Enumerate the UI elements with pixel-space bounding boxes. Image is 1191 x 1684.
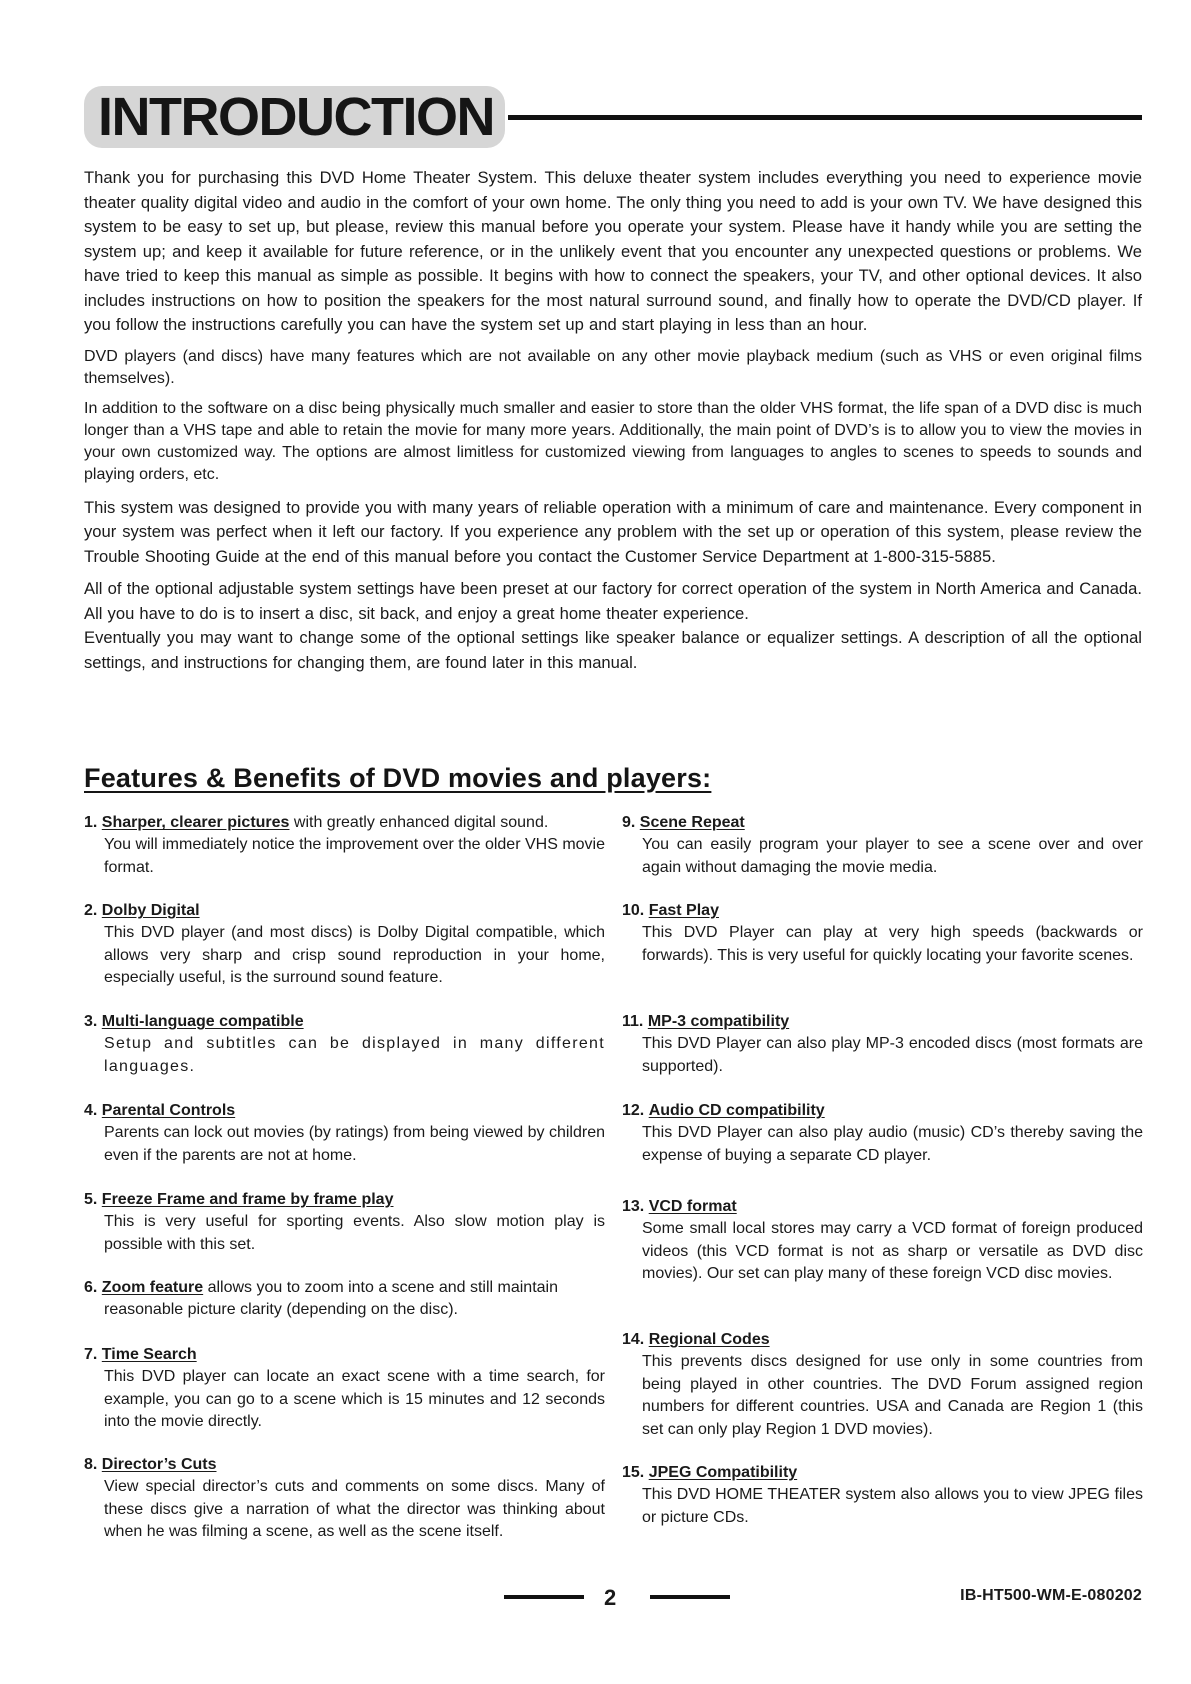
feature-title: Regional Codes	[648, 1331, 770, 1348]
title-rule	[508, 115, 1142, 120]
page-title: INTRODUCTION	[98, 87, 494, 147]
feature-description: This DVD Player can play at very high speeds (backwards or forwards). This is very useful for quickly locating your favorite scenes.	[642, 924, 1143, 964]
feature-description: This DVD player can locate an exact scene with a time search, for example, you can go to a scene which is 15 minutes and 12 seconds into the movie directly.	[104, 1368, 605, 1431]
feature-item	[622, 900, 1143, 967]
feature-item	[84, 900, 605, 990]
feature-description: Some small local stores may carry a VCD format of foreign produced videos (this VCD format is not as sharp or versatile as DVD disc movies). Our set can play many of these foreign VCD disc movies.	[642, 1220, 1143, 1283]
intro-paragraph-6: Eventually you may want to change some of the optional settings like speaker balance or equalizer settings. A description of all the optional settings, and instructions for changing them, are found later in this manual.	[84, 628, 1142, 672]
feature-number: 7.	[84, 1346, 98, 1363]
feature-title: VCD format	[648, 1198, 737, 1215]
feature-title: Audio CD compatibility	[648, 1102, 825, 1119]
feature-title: Zoom feature	[101, 1279, 204, 1296]
intro-paragraph-1: Thank you for purchasing this DVD Home Theater System. This deluxe theater system includes everything you need to experience movie theater quality digital video and audio in the comfort of your own home. The only thing you need to add is your own TV. We have designed this system to be easy to set up, but please, review this manual before you operate your system. Please have it handy while you are setting the system up; and keep it available for future reference, or in the unlikely event that you encounter any unexpected questions or problems. We have tried to keep this manual as simple as possible. It begins with how to connect the speakers, your TV, and other optional devices. It also includes instructions on how to position the speakers for the most natural surround sound, and finally how to operate the DVD/CD player. If you follow the instructions carefully you can have the system set up and start playing in less than an hour.	[84, 168, 1142, 334]
intro-paragraph-4: This system was designed to provide you with many years of reliable operation with a minimum of care and maintenance. Every component in your system was perfect when it left our factory. If you experience any problem with the set up or operation of this system, please review the Trouble Shooting Guide at the end of this manual before you contact the Customer Service Department at 1-800-315-5885.	[84, 497, 1142, 566]
feature-item	[622, 1011, 1143, 1078]
feature-description: You can easily program your player to see a scene over and over again without damaging the movie media.	[642, 836, 1143, 876]
intro-paragraph-3: In addition to the software on a disc being physically much smaller and easier to store than the older VHS format, the life span of a DVD disc is much longer than a VHS tape and able to retain the movie for many more years. Additionally, the main point of DVD’s is to allow you to view the movies in your own customized way. The options are almost limitless for customized viewing from languages to angles to scenes to speeds to sounds and playing orders, etc.	[84, 399, 1142, 483]
feature-number: 2.	[84, 902, 98, 919]
feature-number: 14.	[622, 1331, 645, 1348]
document-code: IB-HT500-WM-E-080202	[960, 1587, 1142, 1604]
feature-item	[622, 812, 1143, 879]
page-header	[84, 86, 1142, 148]
features-heading: Features & Benefits of DVD movies and players:	[84, 763, 712, 793]
feature-description: This DVD Player can also play MP-3 encoded discs (most formats are supported).	[642, 1035, 1143, 1075]
feature-item	[84, 1100, 605, 1167]
feature-description: Parents can lock out movies (by ratings) from being viewed by children even if the parents are not at home.	[104, 1124, 605, 1164]
feature-title: Parental Controls	[101, 1102, 236, 1119]
feature-description: This DVD Player can also play audio (music) CD’s thereby saving the expense of buying a separate CD player.	[642, 1124, 1143, 1164]
feature-title: MP-3 compatibility	[647, 1013, 790, 1030]
feature-inline-text: allows you to zoom into a scene and still maintain	[203, 1279, 558, 1296]
feature-item	[84, 1454, 605, 1544]
feature-description: View special director’s cuts and comments on some discs. Many of these discs give a narration of what the director was thinking about when he was filming a scene, as well as the scene itself.	[104, 1478, 605, 1541]
feature-item	[84, 1277, 605, 1322]
footer-rule-left	[504, 1595, 584, 1599]
feature-item	[622, 1329, 1143, 1441]
feature-item	[84, 1011, 605, 1078]
page-footer	[0, 1585, 1191, 1615]
feature-description: Setup and subtitles can be displayed in many different languages.	[104, 1035, 605, 1075]
feature-inline-text: with greatly enhanced digital sound.	[289, 814, 549, 831]
feature-item	[622, 1462, 1143, 1529]
feature-description: reasonable picture clarity (depending on the disc).	[104, 1301, 458, 1319]
feature-title: Multi-language compatible	[101, 1013, 304, 1030]
feature-title: Time Search	[101, 1346, 197, 1363]
feature-item	[84, 812, 605, 879]
feature-item	[84, 1344, 605, 1434]
feature-title: JPEG Compatibility	[648, 1464, 798, 1481]
intro-paragraph-5: All of the optional adjustable system settings have been preset at our factory for correct operation of the system in North America and Canada. All you have to do is to insert a disc, sit back, and enjoy a great home theater experience.	[84, 579, 1142, 623]
feature-number: 15.	[622, 1464, 645, 1481]
feature-description: You will immediately notice the improvement over the older VHS movie format.	[104, 836, 605, 876]
intro-paragraph-2: DVD players (and discs) have many features which are not available on any other movie playback medium (such as VHS or even original films themselves).	[84, 347, 1142, 387]
feature-number: 11.	[622, 1013, 644, 1030]
feature-number: 10.	[622, 902, 645, 919]
footer-rule-right	[650, 1595, 730, 1599]
feature-number: 9.	[622, 814, 636, 831]
feature-number: 12.	[622, 1102, 645, 1119]
feature-number: 5.	[84, 1191, 98, 1208]
feature-number: 3.	[84, 1013, 98, 1030]
feature-description: This prevents discs designed for use only in some countries from being played in other countries. The DVD Forum assigned region numbers for different countries. USA and Canada are Region 1 (this set can only play Region 1 DVD movies).	[642, 1353, 1143, 1438]
feature-description: This DVD player (and most discs) is Dolby Digital compatible, which allows very sharp and crisp sound reproduction in your home, especially useful, is the surround sound feature.	[104, 924, 605, 987]
feature-title: Director’s Cuts	[101, 1456, 217, 1473]
feature-description: This is very useful for sporting events. Also slow motion play is possible with this set.	[104, 1213, 605, 1253]
feature-number: 8.	[84, 1456, 98, 1473]
feature-title: Freeze Frame and frame by frame play	[101, 1191, 394, 1208]
feature-item	[84, 1189, 605, 1256]
page-number: 2	[604, 1585, 617, 1610]
feature-number: 4.	[84, 1102, 98, 1119]
feature-title: Scene Repeat	[639, 814, 745, 831]
feature-title: Sharper, clearer pictures	[101, 814, 290, 831]
intro-section	[84, 166, 1142, 675]
feature-title: Dolby Digital	[101, 902, 200, 919]
feature-description: This DVD HOME THEATER system also allows you to view JPEG files or picture CDs.	[642, 1486, 1143, 1526]
feature-item	[622, 1100, 1143, 1167]
feature-item	[622, 1196, 1143, 1286]
feature-number: 13.	[622, 1198, 645, 1215]
feature-number: 6.	[84, 1279, 98, 1296]
feature-title: Fast Play	[648, 902, 719, 919]
feature-number: 1.	[84, 814, 98, 831]
